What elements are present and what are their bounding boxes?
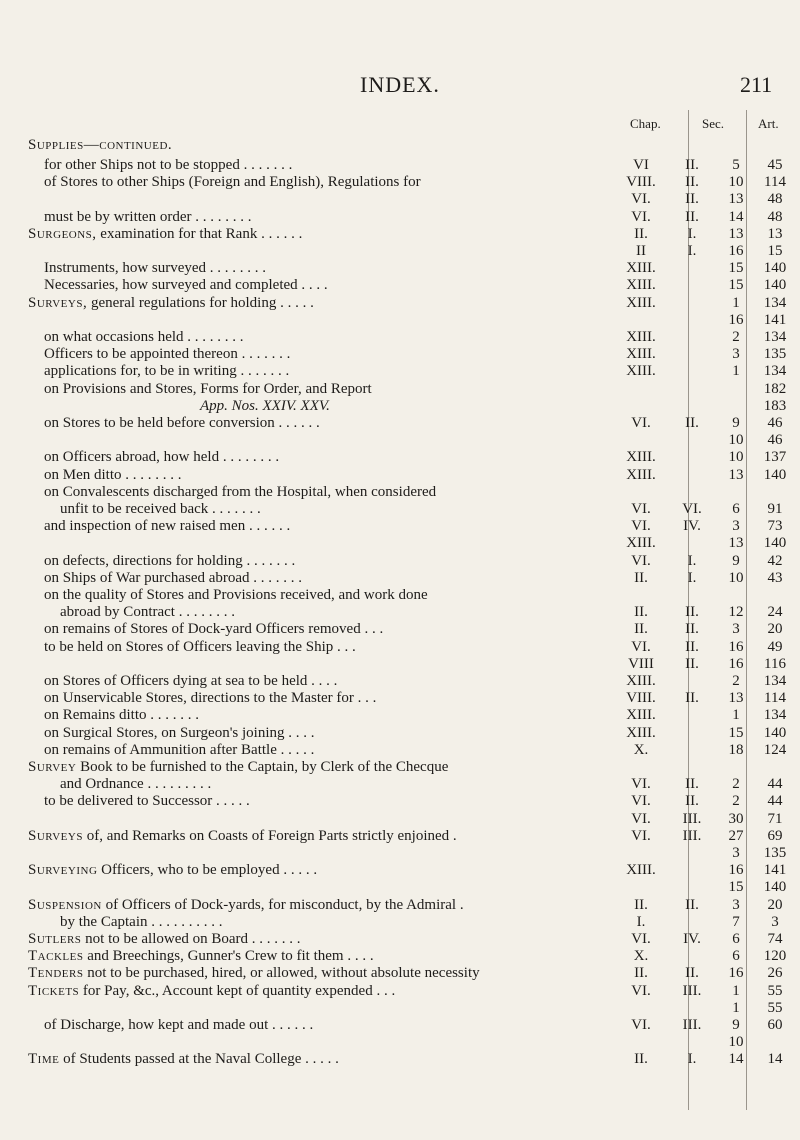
entry-text: Tackles and Breechings, Gunner's Crew to fit them . . . .	[28, 948, 374, 965]
entry-art: 1	[732, 363, 740, 380]
entry-page: 13	[767, 225, 783, 242]
entry-page: 135	[763, 346, 787, 363]
entry-text: on Officers abroad, how held . . . . . . . .	[44, 449, 280, 466]
entry-page: 46	[767, 432, 783, 449]
entry-art: 14	[728, 1051, 744, 1068]
entry-chap: II.	[634, 1051, 648, 1068]
entry-page: 45	[767, 157, 783, 173]
entry-sec: II.	[685, 604, 699, 621]
entry-text: on remains of Ammunition after Battle . . . . .	[44, 741, 315, 758]
entry-page: 60	[767, 1017, 783, 1033]
entry-chap: XIII.	[626, 449, 656, 466]
entry-page: 141	[763, 862, 787, 879]
entry-text: Sutlers not to be allowed on Board . . . . . . .	[28, 931, 301, 947]
entry-text: to be held on Stores of Officers leaving the Ship . . .	[44, 638, 356, 655]
entry-page: 140	[763, 466, 787, 483]
entry-art: 1	[732, 294, 740, 311]
entry-page: 55	[767, 982, 783, 999]
entry-page: 14	[767, 1051, 783, 1068]
entry-art: 16	[728, 655, 744, 672]
entry-chap: VIII.	[626, 174, 656, 191]
entry-text: on the quality of Stores and Provisions received, and work done	[44, 587, 428, 603]
entry-sec: II.	[685, 621, 699, 638]
entry-text: App. Nos. XXIV. XXV.	[200, 397, 330, 414]
entry-sec: II.	[685, 655, 699, 672]
entry-chap: XIII.	[626, 862, 656, 879]
entry-page: 183	[763, 397, 787, 414]
entry-page: 69	[767, 827, 783, 844]
entry-art: 13	[728, 535, 744, 552]
entry-art: 3	[732, 518, 740, 535]
entry-text: for other Ships not to be stopped . . . . . . .	[44, 157, 293, 173]
entry-art: 16	[728, 311, 744, 328]
entry-art: 9	[732, 415, 740, 431]
entry-chap: XIII.	[626, 363, 656, 380]
entry-art: 6	[732, 501, 740, 517]
entry-page: 140	[763, 535, 787, 552]
entry-page: 55	[767, 999, 783, 1016]
entry-page: 74	[767, 931, 783, 947]
entry-chap: VI.	[631, 827, 651, 844]
entry-art: 2	[732, 793, 740, 810]
entry-page: 134	[763, 329, 787, 345]
entry-art: 6	[732, 931, 740, 947]
entry-art: 1	[732, 982, 740, 999]
entry-art: 15	[728, 879, 744, 896]
entry-chap: VI.	[631, 552, 651, 569]
entry-art: 2	[732, 673, 740, 689]
page-header	[0, 72, 800, 102]
entry-sec: III.	[682, 810, 702, 827]
entry-text: unfit to be received back . . . . . . .	[60, 501, 261, 517]
entry-page: 134	[763, 363, 787, 380]
entry-page: 141	[763, 311, 787, 328]
entry-sec: III.	[682, 1017, 702, 1033]
entry-page: 49	[767, 638, 783, 655]
entry-page: 24	[767, 604, 783, 621]
entry-art: 10	[728, 569, 744, 586]
entry-art: 27	[728, 827, 744, 844]
entry-page: 140	[763, 260, 787, 277]
entry-sec: II.	[685, 174, 699, 191]
entry-chap: VI.	[631, 191, 651, 208]
column-header-chap: Chap.	[630, 116, 661, 131]
entry-chap: VI.	[631, 518, 651, 535]
entry-sec: I.	[687, 243, 697, 259]
entry-text: on Unservicable Stores, directions to the Master for . . .	[44, 690, 377, 707]
entry-art: 13	[728, 191, 744, 208]
entry-page: 140	[763, 277, 787, 294]
entry-text: Surveys of, and Remarks on Coasts of Foreign Parts strictly enjoined .	[28, 827, 457, 844]
entry-art: 2	[732, 329, 740, 345]
entry-text: on Surgical Stores, on Surgeon's joining . . . .	[44, 724, 315, 741]
entry-chap: VI.	[631, 638, 651, 655]
entry-art: 7	[732, 913, 740, 930]
entry-text: Instruments, how surveyed . . . . . . . .	[44, 260, 267, 277]
entry-page: 91	[767, 501, 783, 517]
entry-chap: II.	[634, 604, 648, 621]
entry-sec: VI.	[682, 501, 702, 517]
entry-art: 16	[728, 965, 744, 982]
entry-page: 116	[764, 655, 786, 672]
entry-sec: I.	[687, 552, 697, 569]
entry-text: on defects, directions for holding . . . . . . .	[44, 552, 296, 569]
entry-chap: VIII	[628, 655, 654, 672]
entry-chap: VI.	[631, 776, 651, 793]
entry-sec: III.	[682, 827, 702, 844]
entry-art: 13	[728, 690, 744, 707]
entry-text: must be by written order . . . . . . . .	[44, 208, 252, 225]
entry-page: 182	[763, 380, 787, 397]
entry-text: Necessaries, how surveyed and completed . . . .	[44, 277, 328, 294]
entry-sec: II.	[685, 415, 699, 431]
entry-chap: X.	[633, 948, 649, 965]
entry-art: 1	[732, 999, 740, 1016]
entry-sec: II.	[685, 690, 699, 707]
entry-text: on Remains ditto . . . . . . .	[44, 707, 199, 724]
entry-page: 120	[763, 948, 787, 965]
entry-text: Survey Book to be furnished to the Captain, by Clerk of the Checque	[28, 759, 449, 775]
entry-sec: III.	[682, 982, 702, 999]
entry-page: 140	[763, 724, 787, 741]
entry-art: 18	[728, 741, 744, 758]
entry-chap: VI.	[631, 501, 651, 517]
entry-art: 14	[728, 208, 744, 225]
entry-text: and inspection of new raised men . . . . . .	[44, 518, 291, 535]
entry-sec: II.	[685, 191, 699, 208]
entry-art: 3	[732, 346, 740, 363]
entry-chap: VI	[633, 157, 649, 173]
entry-chap: VI.	[631, 982, 651, 999]
entry-art: 16	[728, 862, 744, 879]
entry-sec: II.	[685, 965, 699, 982]
entry-chap: XIII.	[626, 707, 656, 724]
entry-page: 140	[763, 879, 787, 896]
entry-text: on Provisions and Stores, Forms for Order, and Report	[44, 380, 372, 397]
entry-sec: II.	[685, 896, 699, 913]
entry-sec: II.	[685, 208, 699, 225]
entry-chap: VI.	[631, 793, 651, 810]
entry-chap: II.	[634, 965, 648, 982]
entry-chap: II.	[634, 621, 648, 638]
entry-art: 3	[732, 845, 740, 861]
entry-text: Tenders not to be purchased, hired, or allowed, without absolute necessity	[28, 965, 480, 982]
entry-chap: XIII.	[626, 346, 656, 363]
section-heading: Supplies—continued.	[28, 137, 173, 153]
entry-chap: II	[636, 243, 646, 259]
entry-page: 46	[767, 415, 783, 431]
entry-chap: I.	[636, 913, 646, 930]
entry-page: 15	[767, 243, 783, 259]
entry-text: on Stores to be held before conversion . . . . . .	[44, 415, 320, 431]
entry-chap: VIII.	[626, 690, 656, 707]
entry-art: 30	[728, 810, 744, 827]
entry-sec: II.	[685, 157, 699, 173]
entry-chap: XIII.	[626, 535, 656, 552]
entry-text: of Discharge, how kept and made out . . . . . .	[44, 1017, 314, 1033]
entry-text: Tickets for Pay, &c., Account kept of quantity expended . . .	[28, 982, 396, 999]
entry-page: 134	[763, 707, 787, 724]
entry-page: 43	[767, 569, 783, 586]
entry-page: 134	[763, 673, 787, 689]
entry-chap: XIII.	[626, 329, 656, 345]
entry-art: 10	[728, 432, 744, 449]
entry-text: Time of Students passed at the Naval College . . . . .	[28, 1051, 339, 1068]
entry-chap: VI.	[631, 1017, 651, 1033]
entry-sec: II.	[685, 638, 699, 655]
entry-art: 15	[728, 724, 744, 741]
entry-chap: XIII.	[626, 673, 656, 689]
entry-text: Surveying Officers, who to be employed . . . . .	[28, 862, 318, 879]
entry-art: 5	[732, 157, 740, 173]
entry-sec: II.	[685, 793, 699, 810]
entry-art: 3	[732, 896, 740, 913]
entry-page: 48	[767, 191, 783, 208]
entry-art: 13	[728, 225, 744, 242]
entry-text: Officers to be appointed thereon . . . . . . .	[44, 346, 291, 363]
entry-chap: XIII.	[626, 294, 656, 311]
entry-page: 42	[767, 552, 783, 569]
entry-art: 3	[732, 621, 740, 638]
entry-text: on Men ditto . . . . . . . .	[44, 466, 182, 483]
entry-chap: VI.	[631, 415, 651, 431]
entry-text: applications for, to be in writing . . . . . . .	[44, 363, 290, 380]
entry-page: 114	[764, 690, 786, 707]
entry-page: 135	[763, 845, 787, 861]
entry-sec: IV.	[683, 518, 701, 535]
entry-text: on Convalescents discharged from the Hospital, when considered	[44, 483, 437, 500]
entry-page: 44	[767, 793, 783, 810]
entry-chap: VI.	[631, 208, 651, 225]
entry-chap: XIII.	[626, 277, 656, 294]
entry-text: on Stores of Officers dying at sea to be held . . . .	[44, 673, 338, 689]
entry-chap: VI.	[631, 810, 651, 827]
entry-page: 114	[764, 174, 786, 191]
entry-art: 1	[732, 707, 740, 724]
entry-chap: II.	[634, 569, 648, 586]
entry-text: of Stores to other Ships (Foreign and English), Regulations for	[44, 174, 421, 191]
entry-chap: VI.	[631, 931, 651, 947]
entry-art: 10	[728, 1034, 744, 1051]
entry-sec: I.	[687, 1051, 697, 1068]
index-title: INDEX.	[360, 72, 440, 97]
entry-sec: I.	[687, 569, 697, 586]
entry-page: 20	[767, 896, 783, 913]
entry-chap: X.	[633, 741, 649, 758]
entry-text: on Ships of War purchased abroad . . . . . . .	[44, 569, 303, 586]
entry-art: 2	[732, 776, 740, 793]
entry-page: 137	[763, 449, 787, 466]
entry-text: and Ordnance . . . . . . . . .	[60, 776, 212, 793]
entry-sec: II.	[685, 776, 699, 793]
entry-text: on remains of Stores of Dock-yard Officers removed . . .	[44, 621, 384, 638]
entry-text: Surgeons, examination for that Rank . . . . . .	[28, 225, 303, 242]
entry-page: 73	[767, 518, 783, 535]
entry-page: 124	[763, 741, 787, 758]
entry-chap: II.	[634, 225, 648, 242]
entry-text: Surveys, general regulations for holding . . . . .	[28, 294, 314, 311]
entry-page: 71	[767, 810, 783, 827]
entry-art: 10	[728, 174, 744, 191]
entry-chap: XIII.	[626, 260, 656, 277]
entry-art: 13	[728, 466, 744, 483]
entry-text: Suspension of Officers of Dock-yards, for misconduct, by the Admiral .	[28, 896, 464, 913]
entry-art: 9	[732, 552, 740, 569]
entry-text: to be delivered to Successor . . . . .	[44, 793, 250, 810]
entry-chap: II.	[634, 896, 648, 913]
page-number: 211	[740, 72, 773, 97]
entry-page: 26	[767, 965, 783, 982]
column-header-sec: Sec.	[702, 116, 725, 131]
entry-text: by the Captain . . . . . . . . . .	[60, 913, 223, 930]
entry-page: 48	[767, 208, 783, 225]
entry-page: 3	[771, 913, 779, 930]
entry-art: 16	[728, 243, 744, 259]
entry-art: 6	[732, 948, 740, 965]
entry-page: 134	[763, 294, 787, 311]
entry-text: abroad by Contract . . . . . . . .	[60, 604, 235, 621]
entry-art: 9	[732, 1017, 740, 1033]
entry-sec: IV.	[683, 931, 701, 947]
entry-text: on what occasions held . . . . . . . .	[44, 329, 244, 345]
entry-chap: XIII.	[626, 466, 656, 483]
entry-art: 12	[728, 604, 744, 621]
column-header-art: Art.	[758, 116, 779, 131]
entry-page: 44	[767, 776, 783, 793]
entry-chap: XIII.	[626, 724, 656, 741]
entry-art: 15	[728, 260, 744, 277]
entry-art: 10	[728, 449, 744, 466]
entry-art: 16	[728, 638, 744, 655]
entry-art: 15	[728, 277, 744, 294]
entry-sec: I.	[687, 225, 697, 242]
entry-page: 20	[767, 621, 783, 638]
